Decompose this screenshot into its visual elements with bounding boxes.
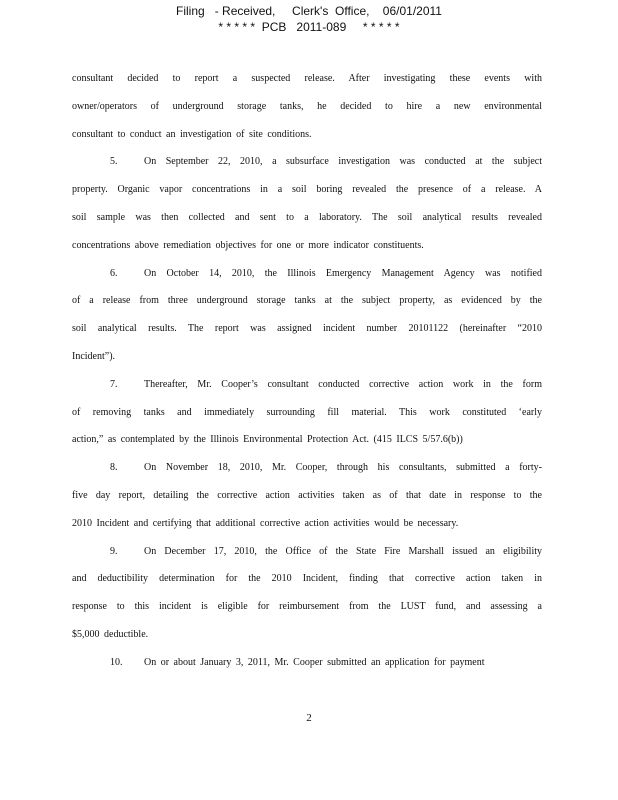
text-line bbox=[72, 573, 542, 601]
text-line bbox=[72, 323, 542, 351]
line-text: and deductibility determination for the 2010 Incident, finding that corrective action taken in bbox=[72, 573, 542, 585]
line-text: owner/operators of underground storage tanks, he decided to hire a new environmental bbox=[72, 100, 542, 112]
text-line bbox=[72, 240, 542, 268]
line-text: On or about January 3, 2011, Mr. Cooper submitted an application for payment bbox=[144, 656, 485, 668]
text-line bbox=[72, 518, 542, 546]
line-text: response to this incident is eligible for reimbursement from the LUST fund, and assessing a bbox=[72, 601, 542, 613]
text-line bbox=[72, 184, 542, 212]
line-text: of a release from three underground storage tanks at the subject property, as evidenced by the bbox=[72, 295, 542, 307]
line-text: 2010 Incident and certifying that additional corrective action activities would be necessary. bbox=[72, 517, 459, 529]
line-text: concentrations above remediation objectives for one or more indicator constituents. bbox=[72, 239, 424, 251]
text-line bbox=[72, 295, 542, 323]
text-line bbox=[72, 601, 542, 629]
text-line bbox=[72, 156, 542, 184]
text-line bbox=[72, 212, 542, 240]
text-line bbox=[72, 73, 542, 101]
text-line bbox=[72, 379, 542, 407]
line-text: property. Organic vapor concentrations in a soil boring revealed the presence of a release. A bbox=[72, 184, 542, 196]
line-text: consultant decided to report a suspected release. After investigating these events with bbox=[72, 73, 542, 84]
paragraph-number: 6. bbox=[110, 267, 118, 279]
line-text: of removing tanks and immediately surrounding fill material. This work constituted ‘early bbox=[72, 406, 542, 418]
line-text: On December 17, 2010, the Office of the State Fire Marshall issued an eligibility bbox=[144, 545, 542, 557]
text-line bbox=[72, 351, 542, 379]
text-line bbox=[72, 462, 542, 490]
text-line bbox=[72, 268, 542, 296]
text-line bbox=[72, 407, 542, 435]
filing-stamp-line-2: * * * * * PCB 2011-089 * * * * * bbox=[218, 20, 400, 34]
text-line bbox=[72, 101, 542, 129]
line-text: On September 22, 2010, a subsurface investigation was conducted at the subject bbox=[144, 156, 542, 168]
document-body bbox=[72, 73, 542, 685]
text-line bbox=[72, 129, 542, 157]
line-text: soil sample was then collected and sent to a laboratory. The soil analytical results revealed bbox=[72, 211, 542, 223]
paragraph-number: 8. bbox=[110, 462, 118, 474]
line-text: consultant to conduct an investigation of site conditions. bbox=[72, 128, 312, 140]
text-line bbox=[72, 490, 542, 518]
line-text: On October 14, 2010, the Illinois Emergency Management Agency was notified bbox=[144, 267, 542, 279]
line-text: Thereafter, Mr. Cooper’s consultant conducted corrective action work in the form bbox=[144, 378, 542, 390]
filing-stamp-line-1: Filing - Received, Clerk's Office, 06/01/2011 bbox=[176, 4, 442, 18]
line-text: action,” as contemplated by the Illinois Environmental Protection Act. (415 ILCS 5/57.6(b)) bbox=[72, 434, 463, 446]
paragraph-number: 5. bbox=[110, 156, 118, 168]
text-line bbox=[72, 629, 542, 657]
paragraph-number: 10. bbox=[110, 656, 123, 668]
text-line bbox=[72, 546, 542, 574]
line-text: On November 18, 2010, Mr. Cooper, through his consultants, submitted a forty- bbox=[144, 462, 542, 474]
line-text: Incident”). bbox=[72, 350, 116, 362]
text-line bbox=[72, 434, 542, 462]
paragraph-number: 7. bbox=[110, 378, 118, 390]
text-line bbox=[72, 657, 542, 685]
line-text: soil analytical results. The report was assigned incident number 20101122 (hereinafter “2010 bbox=[72, 323, 542, 335]
line-text: $5,000 deductible. bbox=[72, 628, 149, 640]
paragraph-number: 9. bbox=[110, 545, 118, 557]
page-number: 2 bbox=[306, 712, 312, 724]
line-text: five day report, detailing the corrective action activities taken as of that date in response to the bbox=[72, 489, 542, 501]
